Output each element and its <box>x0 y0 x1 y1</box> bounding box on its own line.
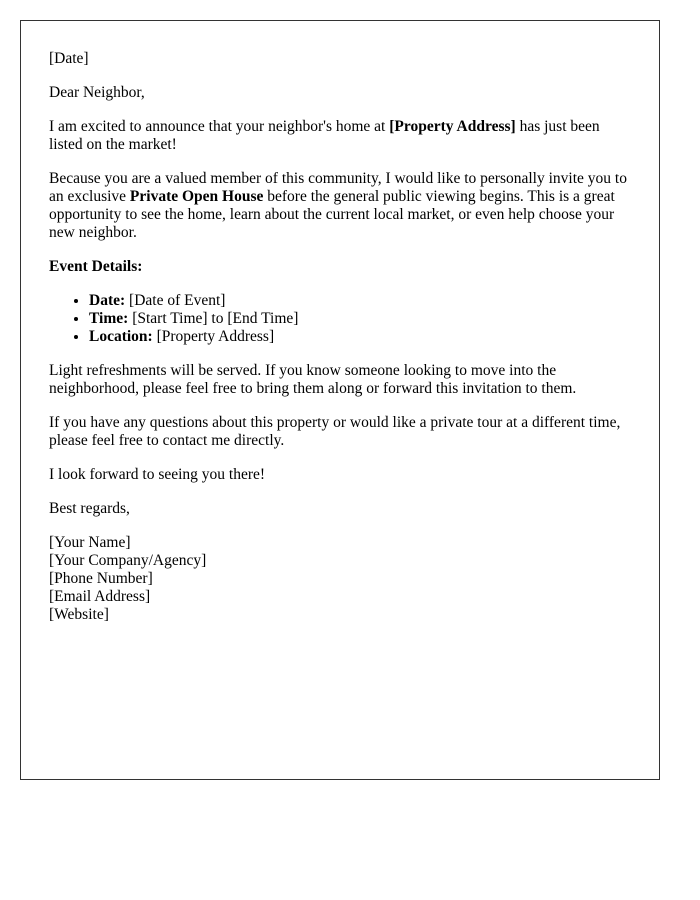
event-details-heading <box>49 258 631 276</box>
salutation: Dear Neighbor, <box>49 84 145 101</box>
intro-paragraph <box>49 118 631 154</box>
invite-text-before: Because you are a valued member of this community, I would like to personally invite you to an exclusive <box>49 170 627 205</box>
signature-block <box>49 534 631 624</box>
detail-time <box>89 310 631 328</box>
signature-website: [Website] <box>49 606 109 623</box>
signature-email: [Email Address] <box>49 588 151 605</box>
letter-date: [Date] <box>49 50 89 67</box>
signature-name: [Your Name] <box>49 534 131 551</box>
event-details-list <box>49 292 631 346</box>
detail-location-value: [Property Address] <box>152 328 275 345</box>
detail-location-label: Location: <box>89 328 153 345</box>
detail-date-value: [Date of Event] <box>125 292 226 309</box>
intro-text-after: has just been listed on the market! <box>49 118 600 153</box>
detail-time-label: Time: <box>89 310 129 327</box>
event-details-heading-text: Event Details: <box>49 258 143 275</box>
sign-off: Best regards, <box>49 500 130 517</box>
signature-company: [Your Company/Agency] <box>49 552 207 569</box>
refreshments-paragraph: Light refreshments will be served. If you know someone looking to move into the neighborhood, please feel free to bring them along or forward this invitation to them. <box>49 362 577 397</box>
closing-line: I look forward to seeing you there! <box>49 466 266 483</box>
invite-paragraph <box>49 170 631 242</box>
invite-text-after: before the general public viewing begins. This is a great opportunity to see the home, learn about the current local market, or even help choose your new neighbor. <box>49 188 615 241</box>
intro-text-before: I am excited to announce that your neighbor's home at <box>49 118 390 135</box>
detail-date <box>89 292 631 310</box>
detail-date-label: Date: <box>89 292 126 309</box>
property-address: [Property Address] <box>389 118 516 135</box>
signature-phone: [Phone Number] <box>49 570 153 587</box>
questions-paragraph: If you have any questions about this property or would like a private tour at a different time, please feel free to contact me directly. <box>49 414 621 449</box>
detail-location <box>89 328 631 346</box>
event-name: Private Open House <box>129 188 264 205</box>
letter-page <box>20 20 660 780</box>
detail-time-value: [Start Time] to [End Time] <box>128 310 299 327</box>
